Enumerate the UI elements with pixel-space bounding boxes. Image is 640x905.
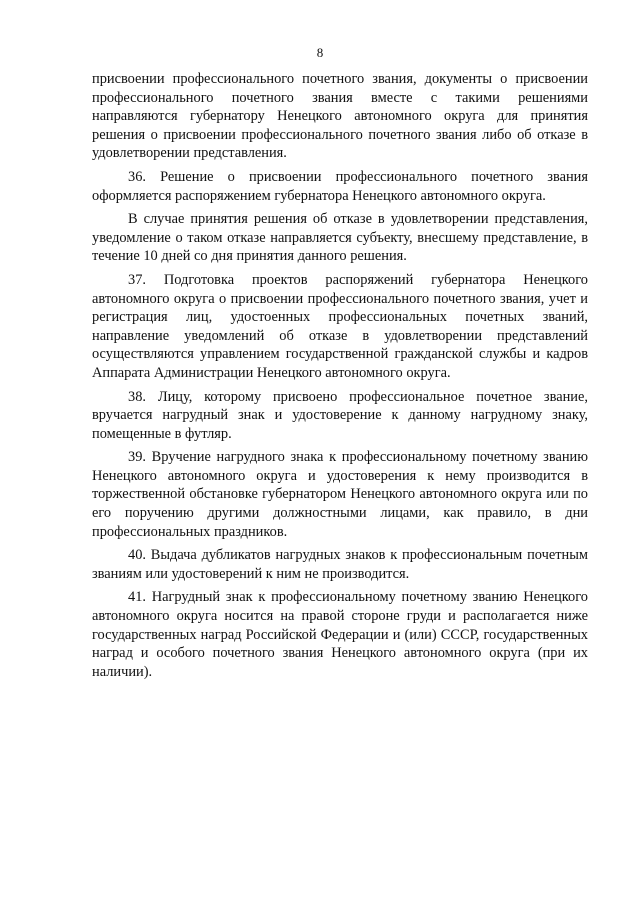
paragraph-38: 38. Лицу, которому присвоено профессиональное почетное звание, вручается нагрудный знак и удостоверение к данному нагрудному знаку, помещенные в футляр.: [92, 388, 588, 442]
document-body: [92, 70, 588, 686]
paragraph-40: 40. Выдача дубликатов нагрудных знаков к профессиональным почетным званиям или удостоверений к ним не производится.: [92, 547, 588, 582]
paragraph-41: 41. Нагрудный знак к профессиональному почетному званию Ненецкого автономного округа носится на правой стороне груди и располагается ниже государственных наград Российской Федерации и (или) СССР, государственных наград и особого почетного звания Ненецкого автономного округа (при их наличии).: [92, 589, 588, 680]
paragraph-39: 39. Вручение нагрудного знака к профессиональному почетному званию Ненецкого автономного округа и удостоверения к нему производится в торжественной обстановке губернатором Ненецкого автономного округа или по его поручению другими должностными лицами, как правило, в дни профессиональных праздников.: [92, 449, 588, 540]
paragraph-refusal-notice: В случае принятия решения об отказе в удовлетворении представления, уведомление о таком отказе направляется субъекту, внесшему представление, в течение 10 дней со дня принятия данного решения.: [92, 211, 588, 265]
page-number: 8: [316, 45, 324, 60]
paragraph-37: 37. Подготовка проектов распоряжений губернатора Ненецкого автономного округа о присвоении профессионального почетного звания, учет и регистрация лиц, удостоенных профессиональных почетных званий, направление уведомлений об отказе в удовлетворении представлений осуществляются управлением государственной гражданской службы и кадров Аппарата Администрации Ненецкого автономного округа.: [92, 271, 588, 381]
paragraph-continuation: присвоении профессионального почетного звания, документы о присвоении профессионального почетного звания вместе с такими решениями направляются губернатору Ненецкого автономного округа для принятия решения о присвоении профессионального почетного звания либо об отказе в удовлетворении представления.: [92, 71, 588, 162]
paragraph-36: 36. Решение о присвоении профессионального почетного звания оформляется распоряжением губернатора Ненецкого автономного округа.: [92, 168, 588, 204]
